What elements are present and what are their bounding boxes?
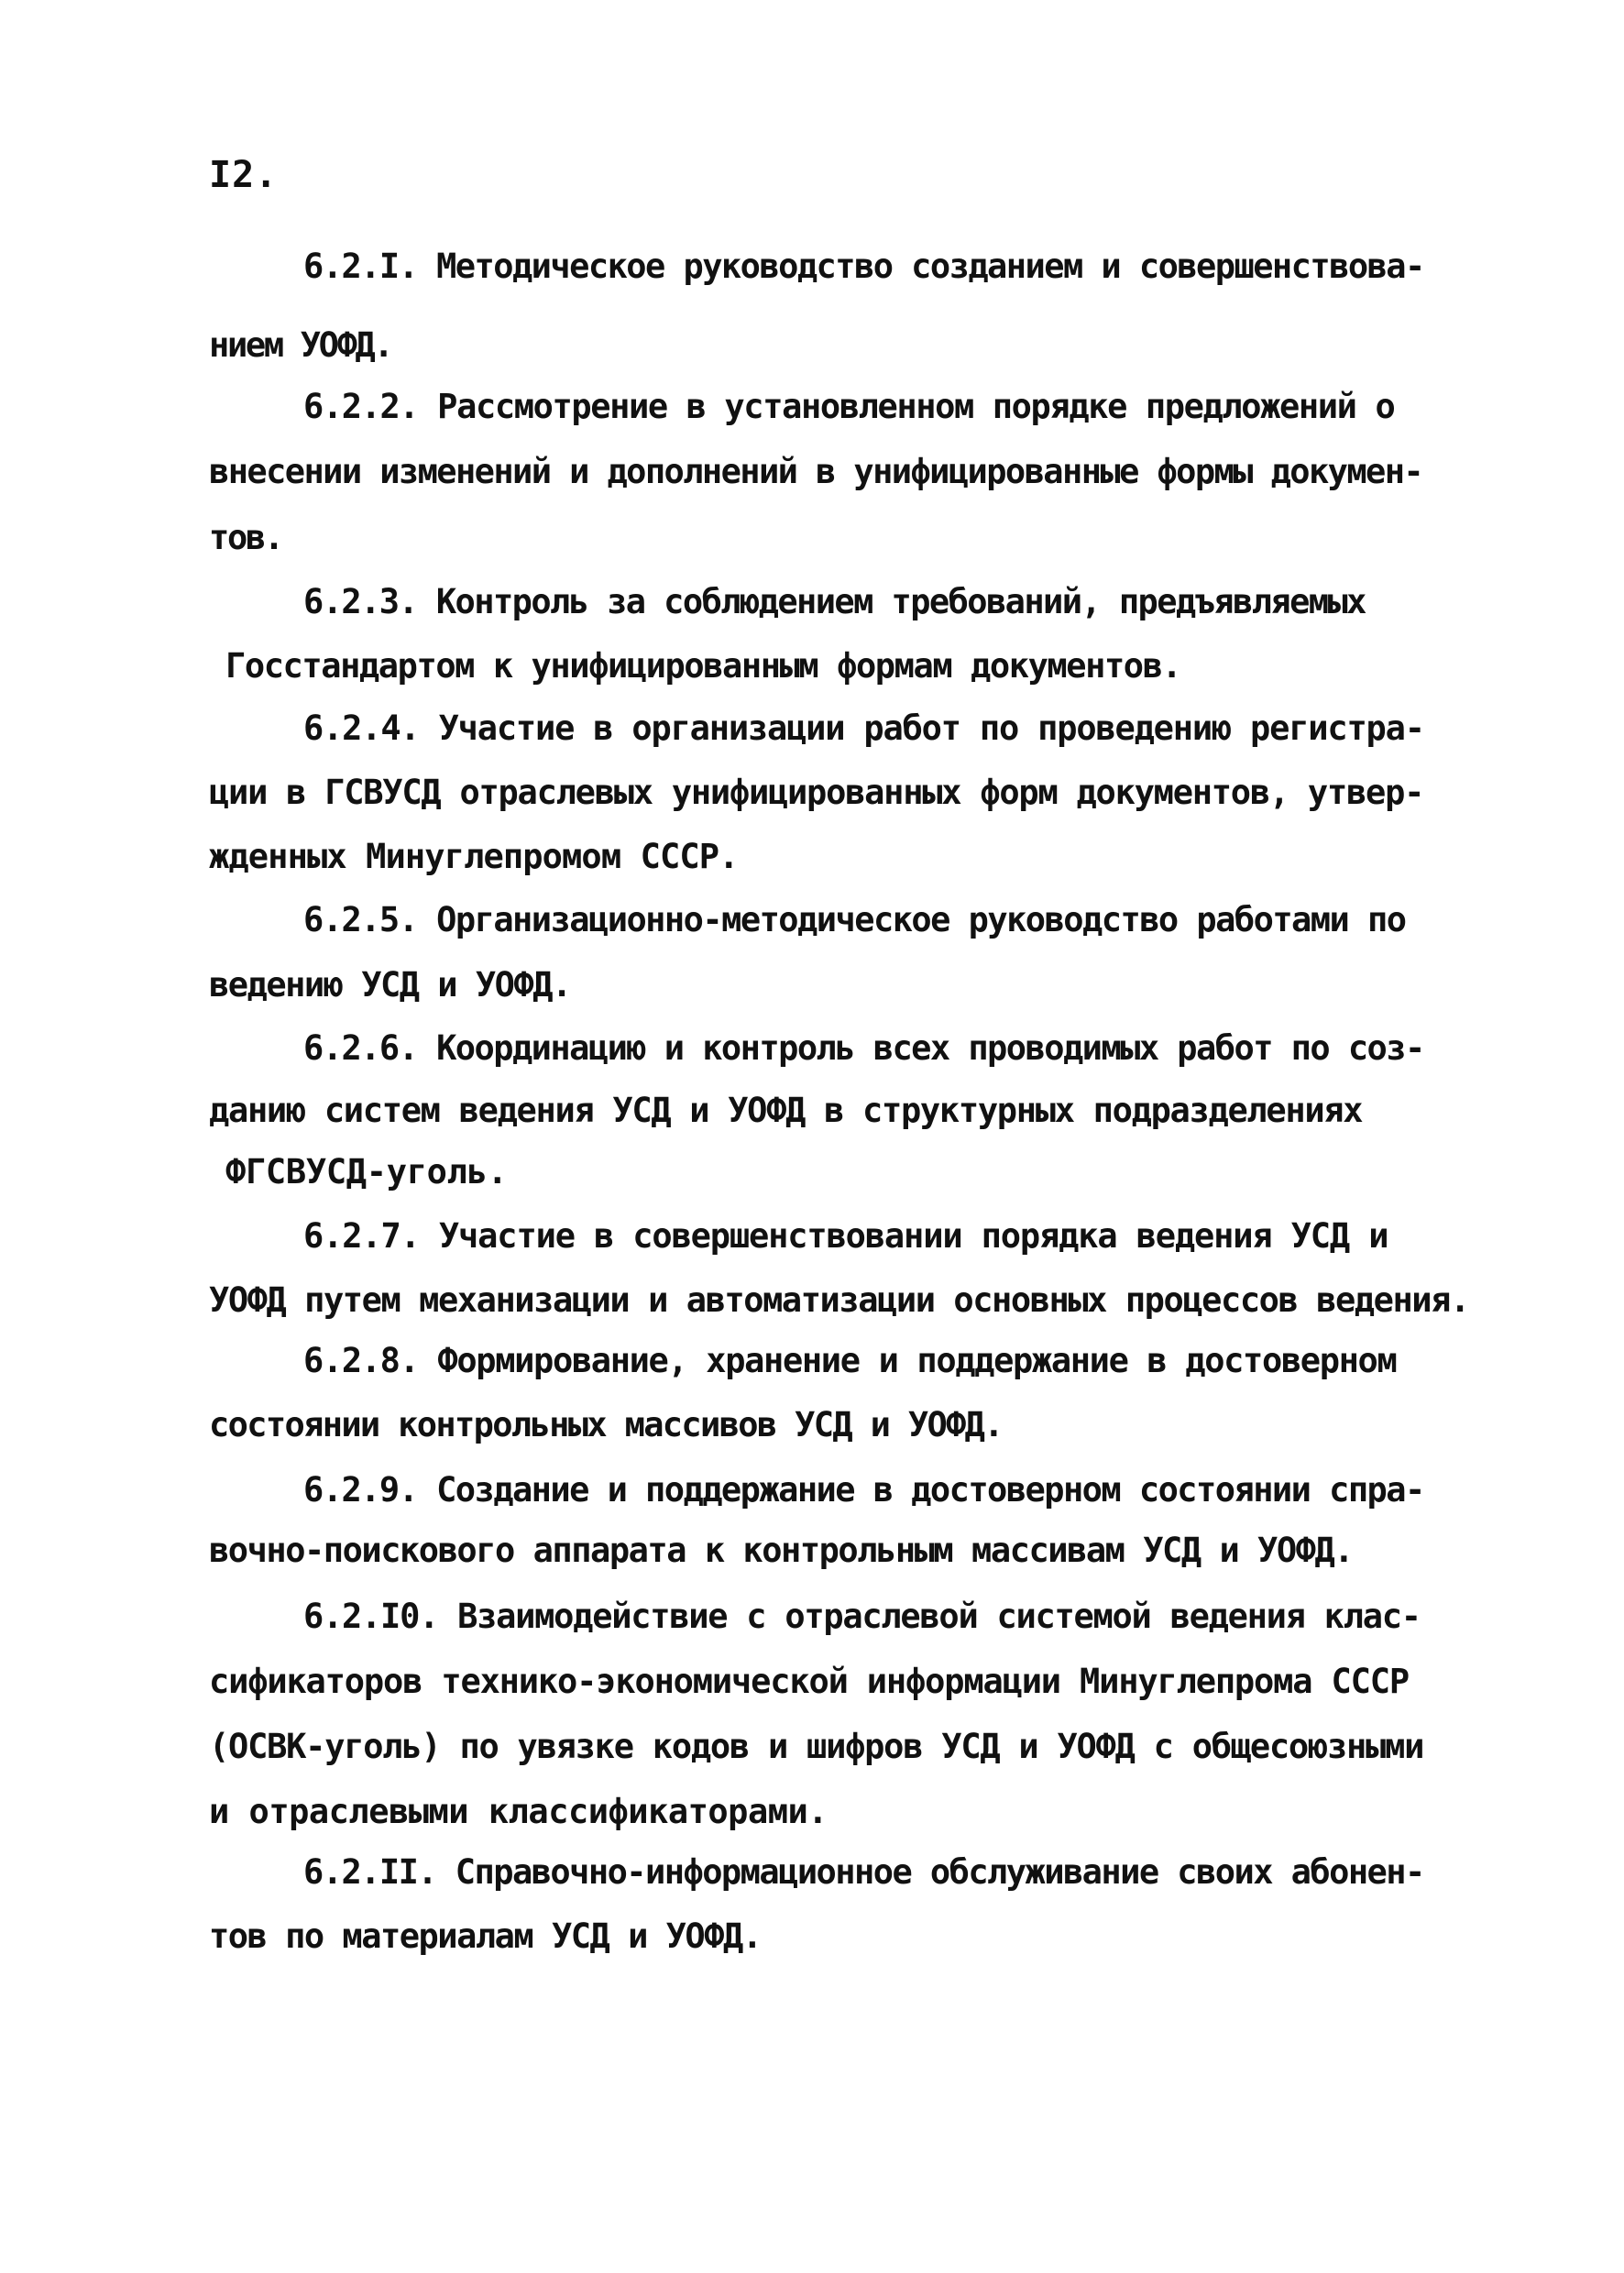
text-line: 6.2.5. Организационно-методическое руководство работами по: [303, 900, 1406, 939]
text-line: 6.2.4. Участие в организации работ по проведению регистра-: [303, 708, 1424, 748]
page-number: I2.: [209, 154, 279, 196]
text-line: данию систем ведения УСД и УОФД в структурных подразделениях: [209, 1091, 1363, 1130]
text-line: тов.: [209, 518, 282, 557]
text-line: ции в ГСВУСД отраслевых унифицированных форм документов, утвер-: [209, 773, 1424, 812]
text-line: внесении изменений и дополнений в унифицированные формы докумен-: [209, 452, 1423, 491]
text-line: 6.2.8. Формирование, хранение и поддержание в достоверном: [303, 1341, 1397, 1380]
text-line: и отраслевыми классификаторами.: [209, 1792, 828, 1831]
text-line: жденных Минуглепромом СССР.: [209, 837, 739, 876]
text-line: вочно-поискового аппарата к контрольным массивам УСД и УОФД.: [209, 1531, 1354, 1570]
text-line: состоянии контрольных массивов УСД и УОФД.: [209, 1405, 1003, 1444]
text-line: 6.2.I0. Взаимодействие с отраслевой системой ведения клас-: [303, 1597, 1421, 1636]
text-line: 6.2.I. Методическое руководство созданием и совершенствова-: [303, 247, 1424, 286]
text-line: 6.2.II. Справочно-информационное обслуживание своих абонен-: [303, 1852, 1424, 1892]
text-line: УОФД путем механизации и автоматизации основных процессов ведения.: [209, 1280, 1469, 1320]
text-line: ФГСВУСД-уголь.: [225, 1152, 508, 1191]
text-line: 6.2.6. Координацию и контроль всех проводимых работ по соз-: [303, 1028, 1424, 1068]
text-line: 6.2.3. Контроль за соблюдением требований, предъявляемых: [303, 582, 1366, 621]
text-line: 6.2.9. Создание и поддержание в достоверном состоянии спра-: [303, 1470, 1424, 1510]
text-line: ведению УСД и УОФД.: [209, 965, 571, 1005]
text-line: нием УОФД.: [209, 325, 392, 365]
text-line: тов по материалам УСД и УОФД.: [209, 1916, 762, 1956]
text-line: Госстандартом к унифицированным формам документов.: [225, 646, 1181, 686]
text-line: (ОСВК-уголь) по увязке кодов и шифров УСД и УОФД с общесоюзными: [209, 1727, 1424, 1766]
text-line: сификаторов технико-экономической информации Минуглепрома СССР: [209, 1662, 1409, 1701]
text-line: 6.2.7. Участие в совершенствовании порядка ведения УСД и: [303, 1216, 1388, 1256]
text-line: 6.2.2. Рассмотрение в установленном порядке предложений о: [303, 387, 1395, 426]
